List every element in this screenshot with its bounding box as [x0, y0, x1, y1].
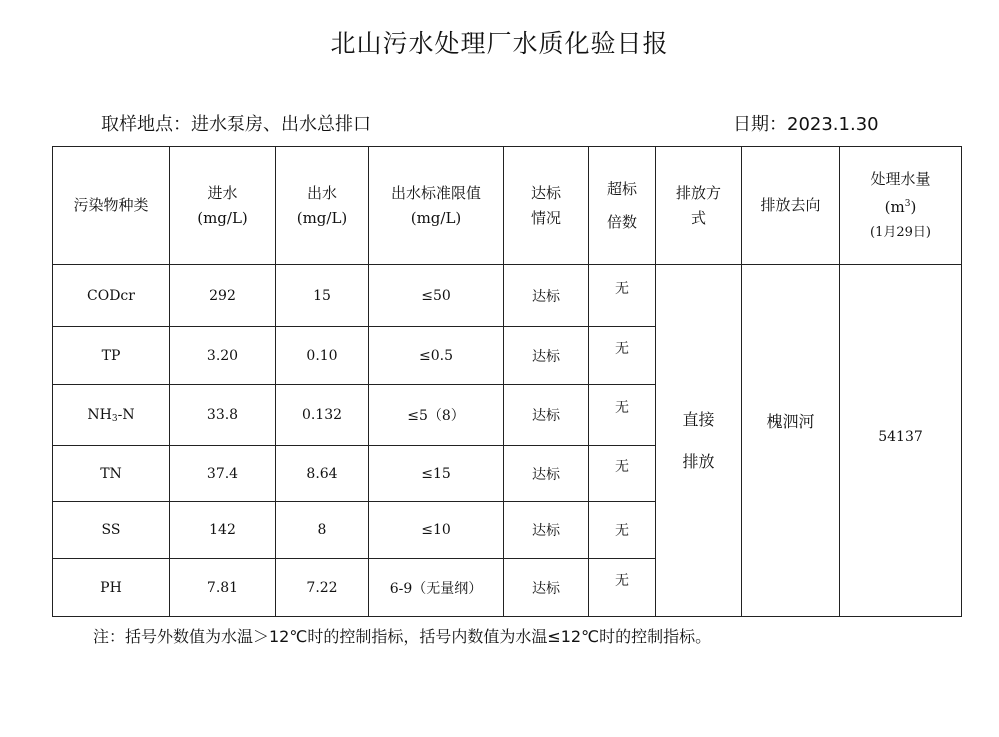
header-exceed: 超标 倍数 [589, 147, 656, 265]
exceed-cell: 无 [589, 265, 656, 327]
outflow-cell: 8.64 [276, 446, 369, 502]
inflow-cell: 3.20 [170, 327, 276, 385]
header-compliance: 达标 情况 [504, 147, 589, 265]
pollutant-cell: CODcr [53, 265, 170, 327]
inflow-cell: 292 [170, 265, 276, 327]
outflow-cell: 0.10 [276, 327, 369, 385]
water-quality-table [52, 146, 962, 617]
exceed-cell: 无 [589, 385, 656, 446]
inflow-cell: 7.81 [170, 559, 276, 617]
limit-cell: 6-9（无量纲） [369, 559, 504, 617]
header-inflow: 进水 (mg/L) [170, 147, 276, 265]
pollutant-cell: TN [53, 446, 170, 502]
pollutant-cell: PH [53, 559, 170, 617]
footnote: 注：括号外数值为水温＞12℃时的控制指标，括号内数值为水温≤12℃时的控制指标。 [93, 627, 712, 646]
header-volume: 处理水量 $(m^3)$ (1月29日) [840, 147, 962, 265]
status-cell: 达标 [504, 327, 589, 385]
inflow-cell: 33.8 [170, 385, 276, 446]
exceed-cell: 无 [589, 502, 656, 559]
limit-cell: ≤50 [369, 265, 504, 327]
discharge-method-cell: 直接 排放 [656, 265, 742, 617]
outflow-cell: 7.22 [276, 559, 369, 617]
limit-cell: ≤15 [369, 446, 504, 502]
status-cell: 达标 [504, 265, 589, 327]
pollutant-cell: TP [53, 327, 170, 385]
report-date: 日期：2023.1.30 [733, 114, 879, 135]
header-limit: 出水标准限值 (mg/L) [369, 147, 504, 265]
header-discharge-method: 排放方 式 [656, 147, 742, 265]
exceed-cell: 无 [589, 559, 656, 617]
header-outflow: 出水 (mg/L) [276, 147, 369, 265]
outflow-cell: 0.132 [276, 385, 369, 446]
table-row [53, 265, 962, 327]
inflow-cell: 37.4 [170, 446, 276, 502]
status-cell: 达标 [504, 385, 589, 446]
exceed-cell: 无 [589, 327, 656, 385]
pollutant-cell: SS [53, 502, 170, 559]
discharge-destination-cell: 槐泗河 [742, 265, 840, 617]
limit-cell: ≤10 [369, 502, 504, 559]
limit-cell: ≤0.5 [369, 327, 504, 385]
report-title: 北山污水处理厂水质化验日报 [330, 29, 669, 58]
outflow-cell: 8 [276, 502, 369, 559]
header-discharge-destination: 排放去向 [742, 147, 840, 265]
limit-cell: ≤5（8） [369, 385, 504, 446]
header-row [53, 147, 962, 265]
inflow-cell: 142 [170, 502, 276, 559]
status-cell: 达标 [504, 446, 589, 502]
outflow-cell: 15 [276, 265, 369, 327]
exceed-cell: 无 [589, 446, 656, 502]
header-pollutant: 污染物种类 [53, 147, 170, 265]
sample-location: 取样地点：进水泵房、出水总排口 [101, 114, 371, 135]
status-cell: 达标 [504, 559, 589, 617]
status-cell: 达标 [504, 502, 589, 559]
treated-volume-cell: 54137 [840, 265, 962, 617]
pollutant-cell: $NH_3-N$ [53, 385, 170, 446]
